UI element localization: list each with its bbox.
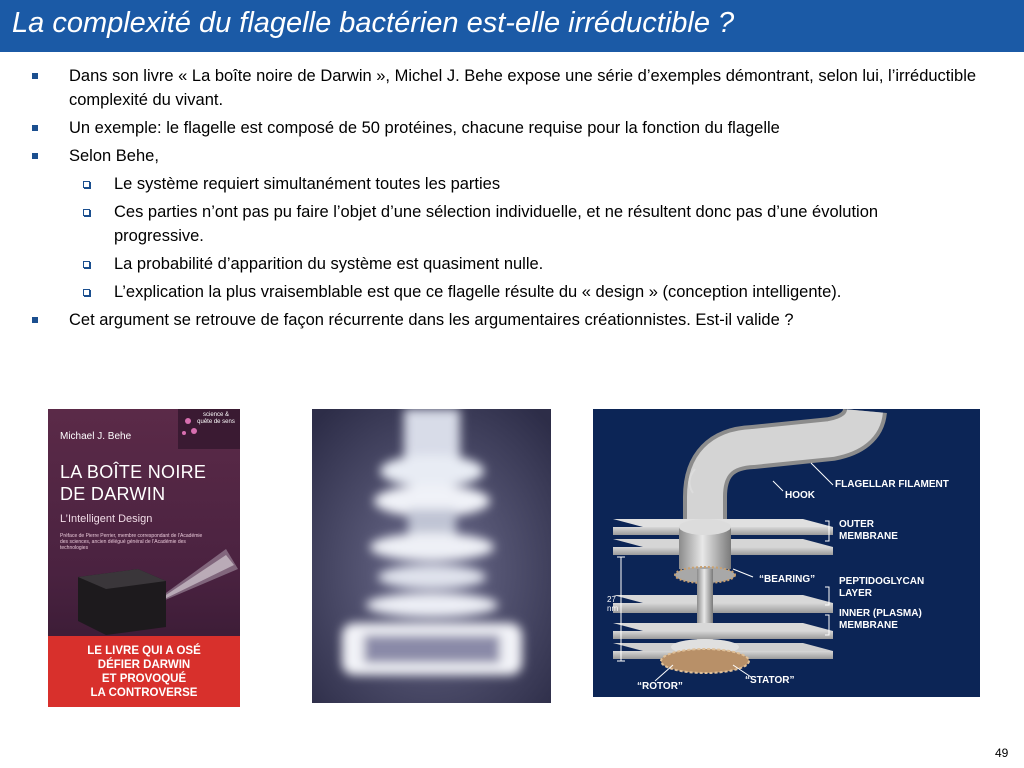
label-peptidoglycan: PEPTIDOGLYCAN <box>839 576 925 587</box>
label-flagellar-filament: FLAGELLAR FILAMENT <box>835 479 949 490</box>
bullet-item <box>0 116 1024 140</box>
square-bullet-icon <box>32 73 38 79</box>
leader-line <box>733 569 753 577</box>
book-title: LA BOÎTE NOIRE DE DARWIN <box>60 462 207 504</box>
micrograph-art <box>312 409 551 703</box>
brand-dot-icon <box>182 431 186 435</box>
bullet-text: Dans son livre « La boîte noire de Darwin », Michel J. Behe expose une série d’exemples démontrant, selon lui, l’irréductible complexité du vivant. <box>69 67 977 109</box>
scale-label: 27 <box>607 595 616 604</box>
sub-bullet-text: Le système requiert simultanément toutes les parties <box>114 175 501 193</box>
sub-bullet-item <box>0 172 1024 196</box>
bullet-item <box>0 308 1024 332</box>
inner-membrane-top <box>613 623 833 631</box>
leader-line <box>811 463 833 485</box>
flagellum-diagram-image <box>593 409 980 697</box>
sub-bullet-text: Ces parties n’ont pas pu faire l’objet d’une sélection individuelle, et ne résultent donc pas d’une évolution progressive. <box>114 203 879 245</box>
sub-bullet-item <box>0 252 1024 276</box>
bullet-text: Cet argument se retrouve de façon récurrente dans les argumentaires créationnistes. Est-il valide ? <box>69 311 794 329</box>
brand-dot-icon <box>185 418 191 424</box>
sub-bullet-item <box>0 200 1024 248</box>
bullet-item <box>0 64 1024 112</box>
hollow-square-bullet-icon <box>83 289 90 296</box>
square-bullet-icon <box>32 317 38 323</box>
label-inner-membrane: MEMBRANE <box>839 620 898 631</box>
scale-label: nm <box>607 604 619 613</box>
leader-line <box>655 665 673 681</box>
peptidoglycan-top <box>613 595 833 603</box>
title-bar <box>0 0 1024 52</box>
label-hook: HOOK <box>785 490 815 501</box>
hollow-square-bullet-icon <box>83 261 90 268</box>
slide-title: La complexité du flagelle bactérien est-elle irréductible ? <box>12 7 735 39</box>
stator-ring <box>661 649 749 673</box>
book-cover-image <box>48 409 240 707</box>
label-outer-membrane: MEMBRANE <box>839 531 898 542</box>
electron-micrograph-image <box>312 409 551 703</box>
bullet-text: Un exemple: le flagelle est composé de 50 protéines, chacune requise pour la fonction du flagelle <box>69 119 780 137</box>
sub-bullet-item <box>0 280 1024 304</box>
label-outer-membrane: OUTER <box>839 519 874 530</box>
label-inner-membrane: INNER (PLASMA) <box>839 608 922 619</box>
label-peptidoglycan: LAYER <box>839 588 872 599</box>
bullet-text: Selon Behe, <box>69 147 159 165</box>
bullet-item <box>0 144 1024 168</box>
book-author: Michael J. Behe <box>60 431 132 442</box>
book-preface: Préface de Pierre Perrier, membre correspondant de l’Académie des sciences, ancien délégué général de l’Académie des technologies <box>60 533 203 551</box>
l-ring-top <box>679 519 731 535</box>
square-bullet-icon <box>32 125 38 131</box>
sub-bullet-text: La probabilité d’apparition du système est quasiment nulle. <box>114 255 544 273</box>
book-brand: science & quête de sens <box>197 412 235 425</box>
hollow-square-bullet-icon <box>83 209 90 216</box>
label-stator: “STATOR” <box>745 675 795 686</box>
book-red-band: LE LIVRE QUI A OSÉ DÉFIER DARWIN ET PROVOQUÉ LA CONTROVERSE <box>48 636 240 707</box>
brand-dot-icon <box>191 428 197 434</box>
peptidoglycan-layer <box>613 603 833 613</box>
sub-bullet-text: L’explication la plus vraisemblable est que ce flagelle résulte du « design » (conception intelligente). <box>114 283 842 301</box>
square-bullet-icon <box>32 153 38 159</box>
hollow-square-bullet-icon <box>83 181 90 188</box>
bullet-list <box>0 64 1024 336</box>
inner-membrane-layer <box>613 631 833 639</box>
leader-line <box>773 481 783 491</box>
book-subtitle: L’Intelligent Design <box>60 513 153 525</box>
page-number: 49 <box>995 746 1009 760</box>
label-rotor: “ROTOR” <box>637 681 683 692</box>
flagellum-diagram <box>593 409 980 697</box>
label-bearing: “BEARING” <box>759 574 816 585</box>
